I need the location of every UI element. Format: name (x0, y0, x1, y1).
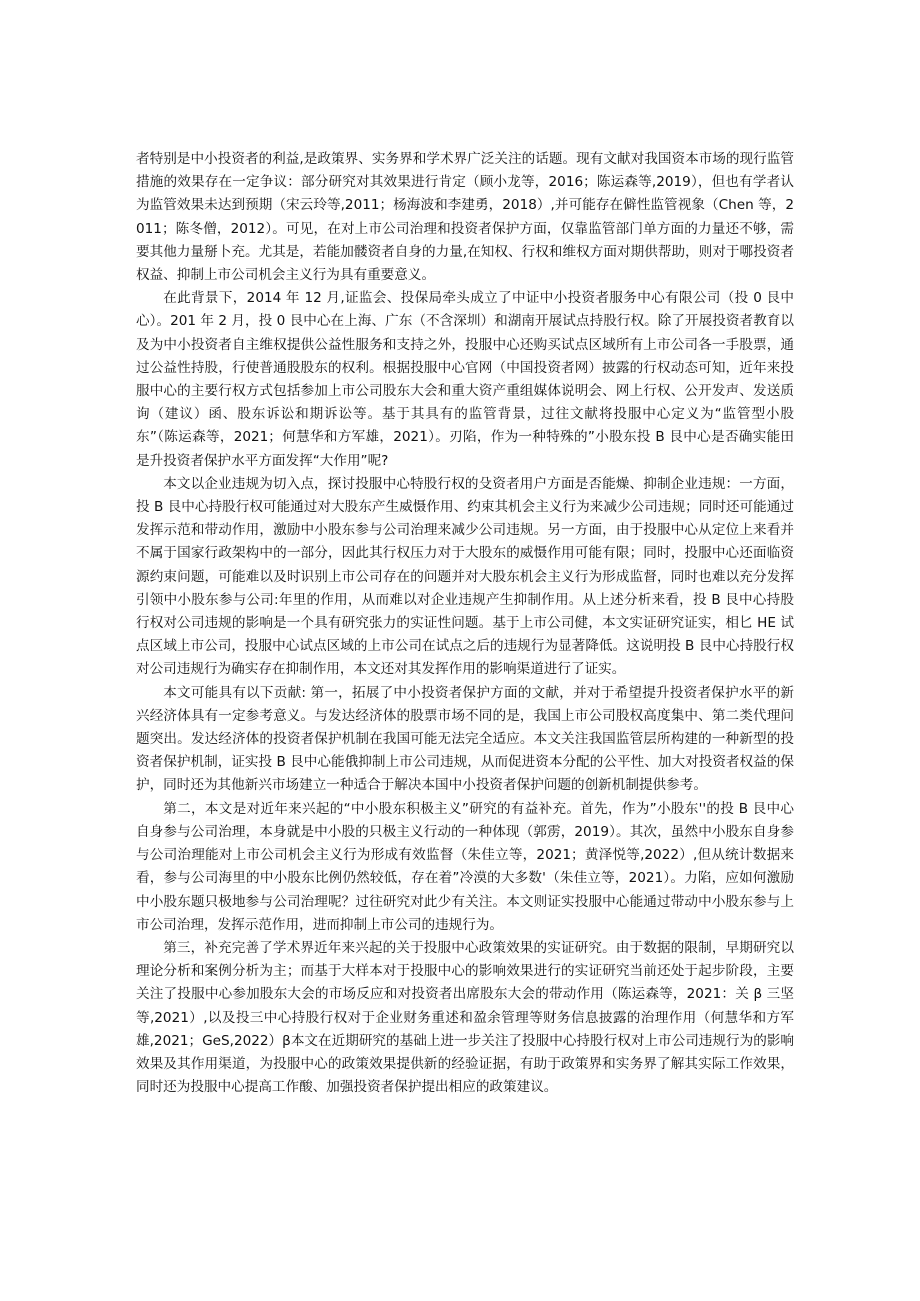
paragraph-contribution-2: 第二，本文是对近年来兴起的“中小股东积极主义”研究的有益补充。首先，作为”小股东''的投 B 艮中心自身参与公司治理，本身就是中小股的只极主义行动的一种体现（郭雳，2019）。其次，虽然中小股东自身参与公司治理能对上市公司机会主义行为形成有效监督（朱佳立等，2021；黄泽悦等,2022）,但从统计数据来看，参与公司海里的中小股东比例仍然较低，存在着”冷漠的大多数'（朱佳立等，2021）。力陷，应如何激励中小股东题只极地参与公司治理呢？过往研究对此少有关注。本文则证实投服中心能通过带动中小股东参与上市公司治理，发挥示范作用，进而抑制上市公司的违规行为。 (136, 800, 794, 933)
body-text (136, 148, 794, 1099)
paragraph-background: 在此背景下，2014 年 12 月,证监会、投保局牵头成立了中证中小投资者服务中心有限公司（投 0 艮中心）。201 年 2 月，投 0 艮中心在上海、广东（不含深圳）和湖南开展试点持股行权。除了开展投资者教育以及为中小投资者自主维权提供公益性服务和支持之外，投服中心还购买试点区域所有上市公司各一手股票，通过公益性持股，行使普通股股东的权利。根据投服中心官网（中国投资者网）披露的行权动态可知，近年来投服中心的主要行权方式包括参加上市公司股东大会和重大资产重组媒体说明会、网上行权、公开发声、发送质询（建议）函、股东诉讼和期诉讼等。基于其具有的监管背景，过往文献将投服中心定义为“监管型小股东”（陈运森等，2021；何慧华和方军雄，2021）。刃陷，作为一种特殊的”小股东投 B 艮中心是否确实能田是升投资者保护水平方面发挥“大作用”呢? (136, 290, 794, 469)
paragraph-contribution-3: 第三，补充完善了学术界近年来兴起的关于投服中心政策效果的实证研究。由于数据的限制，早期研究以理论分析和案例分析为主；而基于大样本对于投服中心的影响效果进行的实证研究当前还处于起步阶段，主要关注了投服中心参加股东大会的市场反应和对投资者出席股东大会的带动作用（陈运森等，2021：关 β 三坚等,2021）,以及投三中心持股行权对于企业财务重述和盈余管理等财务信息披露的治理作用（何慧华和方军雄,2021；GeS,2022）β本文在近期研究的基础上进一步关注了投服中心持股行权对上市公司违规行为的影响效果及其作用渠道，为投服中心的政策效果提供新的经验证据，有助于政策界和实务界了解其实际工作效果，同时还为投服中心提高工作酸、加强投资者保护提出相应的政策建议。 (136, 939, 794, 1096)
paragraph-research-question: 本文以企业违规为切入点，探讨投服中心特股行权的殳资者用户方面是否能燥、抑制企业违规：一方面，投 B 艮中心持股行权可能通过对大股东产生威慑作用、约束其机会主义行为来减少公司违规；同时还可能通过发挥示范和带动作用，激励中小股东参与公司治理来减少公司违规。另一方面，由于投服中心从定位上来看并不属于国家行政架构中的一部分，因此其行权压力对于大股东的威慑作用可能有限；同时，投服中心还面临资源约束问题，可能难以及时识别上市公司存在的问题并对大股东机会主义行为形成监督，同时也难以充分发挥引领中小股东参与公司:年里的作用，从而难以对企业违规产生抑制作用。从上述分析来看，投 B 艮中心持股行权对公司违规的影响是一个具有研究张力的实证性问题。基于上市公司健，本文实证研究证实，相匕 HE 试点区域上市公司，投服中心试点区域的上市公司在试点之后的违规行为显著降低。这说明投 B 艮中心持股行权对公司违规行为确实存在抑制作用，本文还对其发挥作用的影响渠道进行了证实。 (136, 475, 794, 678)
paragraph-continued: 者特别是中小投资者的利益,是政策界、实务界和学术界广泛关注的话题。现有文献对我国资本市场的现行监管措施的效果存在一定争议：部分研究对其效果进行肯定（顾小龙等，2016；陈运森等,2019），但也有学者认为监管效果未达到预期（宋云玲等,2011；杨海波和李建勇，2018）,并可能存在僻性监管视象（Chen 等，2011；陈冬僧，2012）。可见，在对上市公司治理和投资者保护方面，仅靠监管部门单方面的力量还不够，需要其他力量掰卜充。尤其是，若能加髅资者自身的力量,在知权、行权和维权方面对期供帮助，则对于哪投资者权益、抑制上市公司机会主义行为具有重要意义。 (136, 151, 794, 284)
paragraph-contribution-1: 本文可能具有以下贡献: 第一，拓展了中小投资者保护方面的文献，并对于希望提升投资者保护水平的新兴经济体具有一定参考意义。与发达经济体的股票市场不同的是，我国上市公司股权高度集中、第二类代理问题突出。发达经济体的投资者保护机制在我国可能无法完全适应。本文关注我国监管层所构建的一种新型的投资者保护机制，证实投 B 艮中心能俄抑制上市公司违规，从而促进资本分配的公平性、加大对投资者权益的保护，同时还为其他新兴市场建立一种适合于解决本国中小投资者保护问题的创新机制提供参考。 (136, 684, 794, 794)
